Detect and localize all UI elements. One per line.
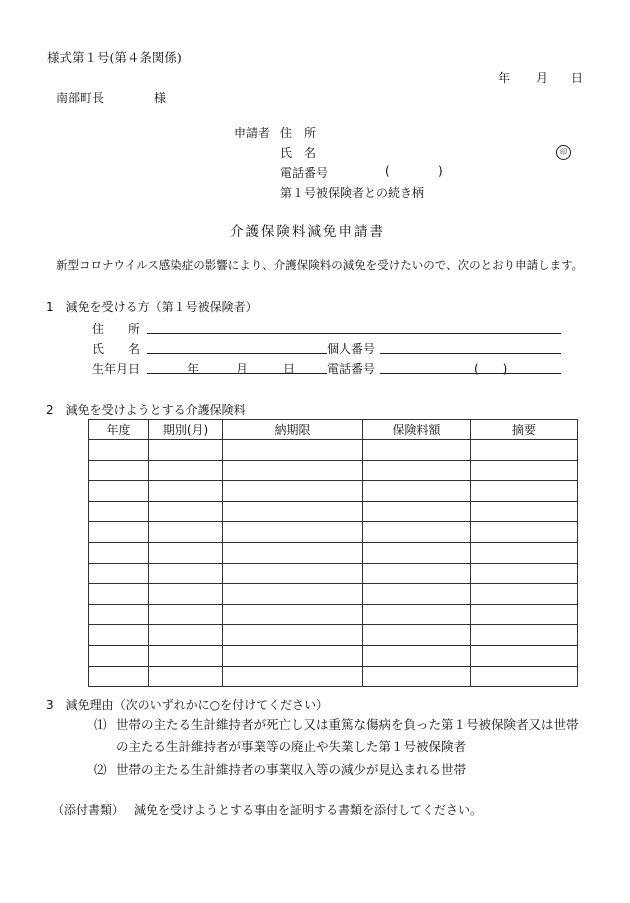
reason-1-marker: ⑴: [94, 717, 107, 732]
table-cell[interactable]: [471, 481, 578, 502]
table-cell[interactable]: [363, 666, 471, 687]
col-remarks: 摘要: [471, 420, 578, 440]
applicant-label: 申請者: [234, 126, 271, 140]
section1-heading: 1 減免を受ける方（第１号被保険者）: [46, 300, 258, 314]
table-cell[interactable]: [89, 460, 149, 481]
table-cell[interactable]: [223, 604, 363, 625]
birth-month: 月: [236, 362, 249, 376]
attachment-text: 減免を受けようとする事由を証明する書類を添付してください。: [134, 803, 483, 817]
table-cell[interactable]: [89, 666, 149, 687]
seal-mark: 印: [556, 145, 571, 160]
table-cell[interactable]: [223, 584, 363, 605]
table-cell[interactable]: [89, 563, 149, 584]
applicant-phone-label: 電話番号: [280, 166, 329, 180]
table-row: [89, 584, 578, 605]
table-cell[interactable]: [223, 522, 363, 543]
table-cell[interactable]: [89, 440, 149, 461]
reason-2-marker: ⑵: [94, 762, 107, 777]
birth-day: 日: [283, 362, 296, 376]
table-cell[interactable]: [149, 604, 223, 625]
applicant-relation-label: 第１号被保険者との続き柄: [280, 186, 425, 200]
table-cell[interactable]: [149, 481, 223, 502]
table-row: [89, 481, 578, 502]
table-cell[interactable]: [89, 604, 149, 625]
personal-number-label: 個人番号: [327, 342, 376, 356]
table-cell[interactable]: [363, 625, 471, 646]
table-cell[interactable]: [89, 501, 149, 522]
applicant-address-label: 住 所: [280, 126, 317, 140]
section1-name-label: 氏 名: [92, 342, 141, 356]
col-premium-amount: 保険料額: [363, 420, 471, 440]
table-cell[interactable]: [223, 460, 363, 481]
table-cell[interactable]: [223, 501, 363, 522]
table-row: [89, 522, 578, 543]
table-cell[interactable]: [149, 666, 223, 687]
form-id: 様式第１号(第４条関係): [47, 50, 182, 65]
table-cell[interactable]: [471, 460, 578, 481]
table-cell[interactable]: [471, 666, 578, 687]
premium-table: [88, 419, 578, 687]
table-cell[interactable]: [149, 460, 223, 481]
phone-underline: [380, 373, 561, 374]
table-cell[interactable]: [471, 625, 578, 646]
table-cell[interactable]: [89, 645, 149, 666]
personal-number-underline: [380, 353, 561, 354]
table-cell[interactable]: [149, 584, 223, 605]
table-cell[interactable]: [149, 645, 223, 666]
table-cell[interactable]: [363, 522, 471, 543]
table-cell[interactable]: [149, 542, 223, 563]
birth-year: 年: [187, 362, 200, 376]
addressee-honorific: 様: [154, 91, 167, 105]
table-cell[interactable]: [471, 604, 578, 625]
col-due-date: 納期限: [223, 420, 363, 440]
table-cell[interactable]: [223, 481, 363, 502]
table-cell[interactable]: [363, 440, 471, 461]
table-cell[interactable]: [149, 440, 223, 461]
table-row: [89, 666, 578, 687]
table-cell[interactable]: [471, 584, 578, 605]
table-cell[interactable]: [149, 563, 223, 584]
reason-1-line1: 世帯の主たる生計維持者が死亡し又は重篤な傷病を負った第１号被保険者又は世帯: [116, 717, 579, 732]
date-year: 年: [498, 71, 511, 85]
table-cell[interactable]: [471, 440, 578, 461]
reason-1-line2: の主たる生計維持者が事業等の廃止や失業した第１号被保険者: [116, 739, 467, 754]
section1-address-label: 住 所: [92, 322, 141, 336]
table-cell[interactable]: [471, 645, 578, 666]
document-title: 介護保険料減免申請書: [230, 224, 385, 240]
table-cell[interactable]: [471, 501, 578, 522]
table-cell[interactable]: [149, 625, 223, 646]
table-cell[interactable]: [471, 563, 578, 584]
applicant-phone-paren-close: ): [438, 164, 443, 178]
date-day: 日: [571, 71, 584, 85]
table-cell[interactable]: [89, 584, 149, 605]
table-cell[interactable]: [363, 481, 471, 502]
table-cell[interactable]: [89, 522, 149, 543]
table-cell[interactable]: [363, 501, 471, 522]
intro-text: 新型コロナウイルス感染症の影響により、介護保険料の減免を受けたいので、次のとおり申請します。: [56, 258, 584, 272]
col-period: 期別(月): [149, 420, 223, 440]
table-cell[interactable]: [223, 645, 363, 666]
table-cell[interactable]: [363, 460, 471, 481]
table-cell[interactable]: [89, 542, 149, 563]
address-underline: [147, 333, 561, 334]
table-row: [89, 460, 578, 481]
section3-heading: 3 減免理由（次のいずれかに○を付けてください）: [46, 698, 329, 712]
table-cell[interactable]: [223, 563, 363, 584]
table-cell[interactable]: [149, 501, 223, 522]
table-row: [89, 625, 578, 646]
table-cell[interactable]: [363, 604, 471, 625]
table-cell[interactable]: [149, 522, 223, 543]
table-row: [89, 542, 578, 563]
table-cell[interactable]: [89, 481, 149, 502]
attachment-label: （添付書類）: [52, 803, 125, 817]
table-row: [89, 501, 578, 522]
name-underline: [147, 353, 327, 354]
table-cell[interactable]: [363, 563, 471, 584]
birthdate-underline: [147, 373, 327, 374]
section1-phone-paren: ( ): [474, 362, 508, 376]
table-cell[interactable]: [223, 440, 363, 461]
table-cell[interactable]: [223, 666, 363, 687]
table-row: [89, 440, 578, 461]
table-cell[interactable]: [471, 522, 578, 543]
table-row: [89, 645, 578, 666]
section1-phone-label: 電話番号: [327, 362, 376, 376]
table-cell[interactable]: [89, 625, 149, 646]
table-header-row: [89, 420, 578, 440]
table-cell[interactable]: [363, 584, 471, 605]
table-cell[interactable]: [471, 542, 578, 563]
col-fiscal-year: 年度: [89, 420, 149, 440]
reason-2-line1: 世帯の主たる生計維持者の事業収入等の減少が見込まれる世帯: [116, 762, 467, 777]
applicant-name-label: 氏 名: [280, 146, 317, 160]
table-row: [89, 604, 578, 625]
table-cell[interactable]: [223, 542, 363, 563]
table-row: [89, 563, 578, 584]
section2-heading: 2 減免を受けようとする介護保険料: [46, 403, 246, 417]
addressee-name: 南部町長: [56, 91, 105, 105]
birthdate-label: 生年月日: [92, 362, 141, 376]
date-month: 月: [536, 71, 549, 85]
applicant-phone-paren-open: (: [385, 164, 390, 178]
table-cell[interactable]: [363, 542, 471, 563]
table-cell[interactable]: [363, 645, 471, 666]
table-cell[interactable]: [223, 625, 363, 646]
